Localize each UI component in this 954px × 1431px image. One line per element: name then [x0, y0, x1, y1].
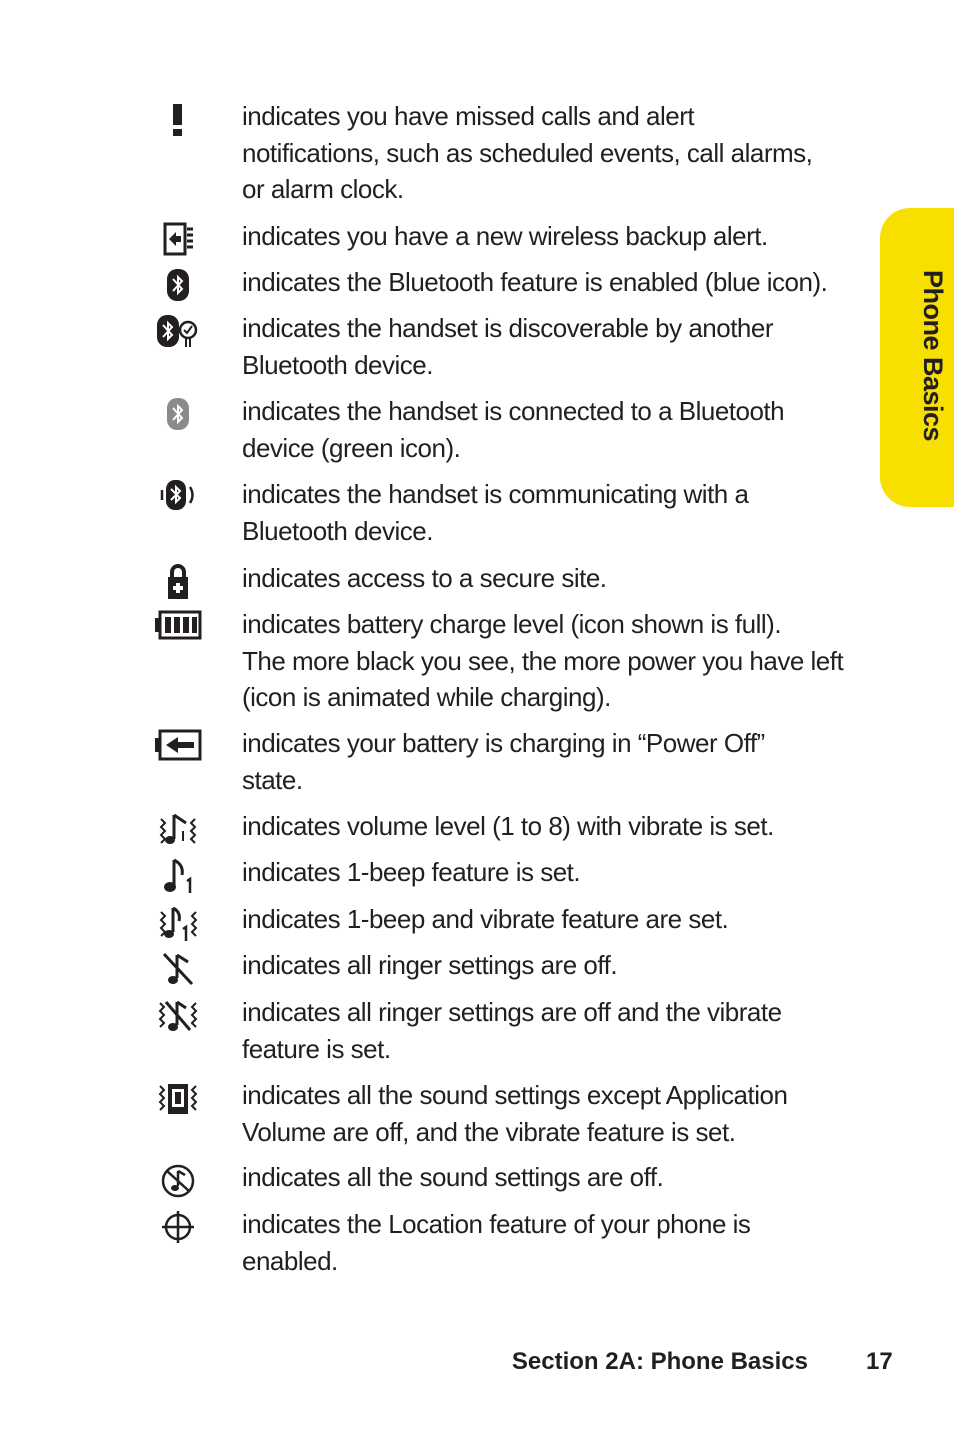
- legend-description: [242, 560, 867, 597]
- missed-alert-icon: [150, 101, 206, 137]
- legend-description: [242, 901, 867, 938]
- description-line: indicates 1-beep feature is set.: [242, 857, 581, 887]
- all-sound-off-icon: [150, 1162, 206, 1200]
- bluetooth-enabled-icon: [150, 267, 206, 303]
- footer-section-title: Section 2A: Phone Basics: [511, 1348, 808, 1375]
- secure-lock-icon: [150, 563, 206, 601]
- description-line: indicates all ringer settings are off.: [242, 950, 618, 980]
- description-line: or alarm clock.: [242, 174, 404, 204]
- description-line: indicates volume level (1 to 8) with vibrate is set.: [242, 811, 774, 841]
- description-line: indicates all the sound settings except Application: [242, 1080, 788, 1110]
- legend-description: [242, 264, 867, 301]
- legend-description: [242, 606, 867, 716]
- description-line: indicates access to a secure site.: [242, 563, 607, 593]
- legend-description: [242, 947, 867, 984]
- page-number: 17: [866, 1348, 893, 1375]
- description-line: indicates you have a new wireless backup alert.: [242, 221, 768, 251]
- legend-description: [242, 725, 867, 798]
- legend-description: [242, 310, 867, 383]
- description-line: indicates the Location feature of your phone is: [242, 1209, 751, 1239]
- description-line: notifications, such as scheduled events, call alarms,: [242, 137, 813, 168]
- legend-description: [242, 994, 867, 1067]
- legend-description: [242, 218, 867, 255]
- description-line: enabled.: [242, 1245, 338, 1276]
- bluetooth-discoverable-icon: [150, 313, 206, 351]
- location-icon: [150, 1209, 206, 1245]
- description-line: indicates you have missed calls and alert: [242, 101, 695, 131]
- description-line: indicates the Bluetooth feature is enabled (blue icon).: [242, 267, 828, 297]
- side-tab-label: Phone Basics: [918, 270, 948, 442]
- description-line: The more black you see, the more power you have left: [242, 645, 844, 676]
- page-footer: [0, 1348, 954, 1384]
- description-line: indicates all the sound settings are off.: [242, 1162, 664, 1192]
- description-line: (icon is animated while charging).: [242, 682, 611, 712]
- battery-full-icon: [150, 609, 206, 641]
- description-line: indicates the handset is discoverable by another: [242, 313, 774, 343]
- legend-description: [242, 98, 867, 208]
- one-beep-icon: [150, 857, 206, 895]
- description-line: indicates all ringer settings are off and the vibrate: [242, 997, 782, 1027]
- description-line: indicates battery charge level (icon shown is full).: [242, 609, 782, 639]
- legend-description: [242, 808, 867, 845]
- vibrate-only-icon: [150, 1080, 206, 1118]
- bluetooth-connected-icon: [150, 396, 206, 432]
- wireless-backup-icon: [150, 221, 206, 257]
- description-line: indicates your battery is charging in “Power Off”: [242, 728, 765, 758]
- description-line: feature is set.: [242, 1033, 391, 1064]
- description-line: Bluetooth device.: [242, 515, 433, 546]
- one-beep-vibrate-icon: [150, 904, 206, 944]
- volume-vibrate-icon: [150, 811, 206, 849]
- description-line: indicates 1-beep and vibrate feature are set.: [242, 904, 729, 934]
- legend-description: [242, 1206, 867, 1279]
- description-line: indicates the handset is connected to a Bluetooth: [242, 396, 785, 426]
- bluetooth-communicating-icon: [150, 479, 206, 511]
- description-line: device (green icon).: [242, 432, 461, 463]
- description-line: state.: [242, 764, 303, 795]
- ringer-off-vibrate-icon: [150, 997, 206, 1035]
- legend-description: [242, 1077, 867, 1150]
- legend-description: [242, 1159, 867, 1196]
- legend-description: [242, 854, 867, 891]
- legend-description: [242, 476, 867, 549]
- description-line: Bluetooth device.: [242, 349, 433, 380]
- description-line: Volume are off, and the vibrate feature is set.: [242, 1116, 736, 1147]
- legend-description: [242, 393, 867, 466]
- description-line: indicates the handset is communicating with a: [242, 479, 749, 509]
- ringer-off-icon: [150, 950, 206, 988]
- battery-charging-icon: [150, 728, 206, 762]
